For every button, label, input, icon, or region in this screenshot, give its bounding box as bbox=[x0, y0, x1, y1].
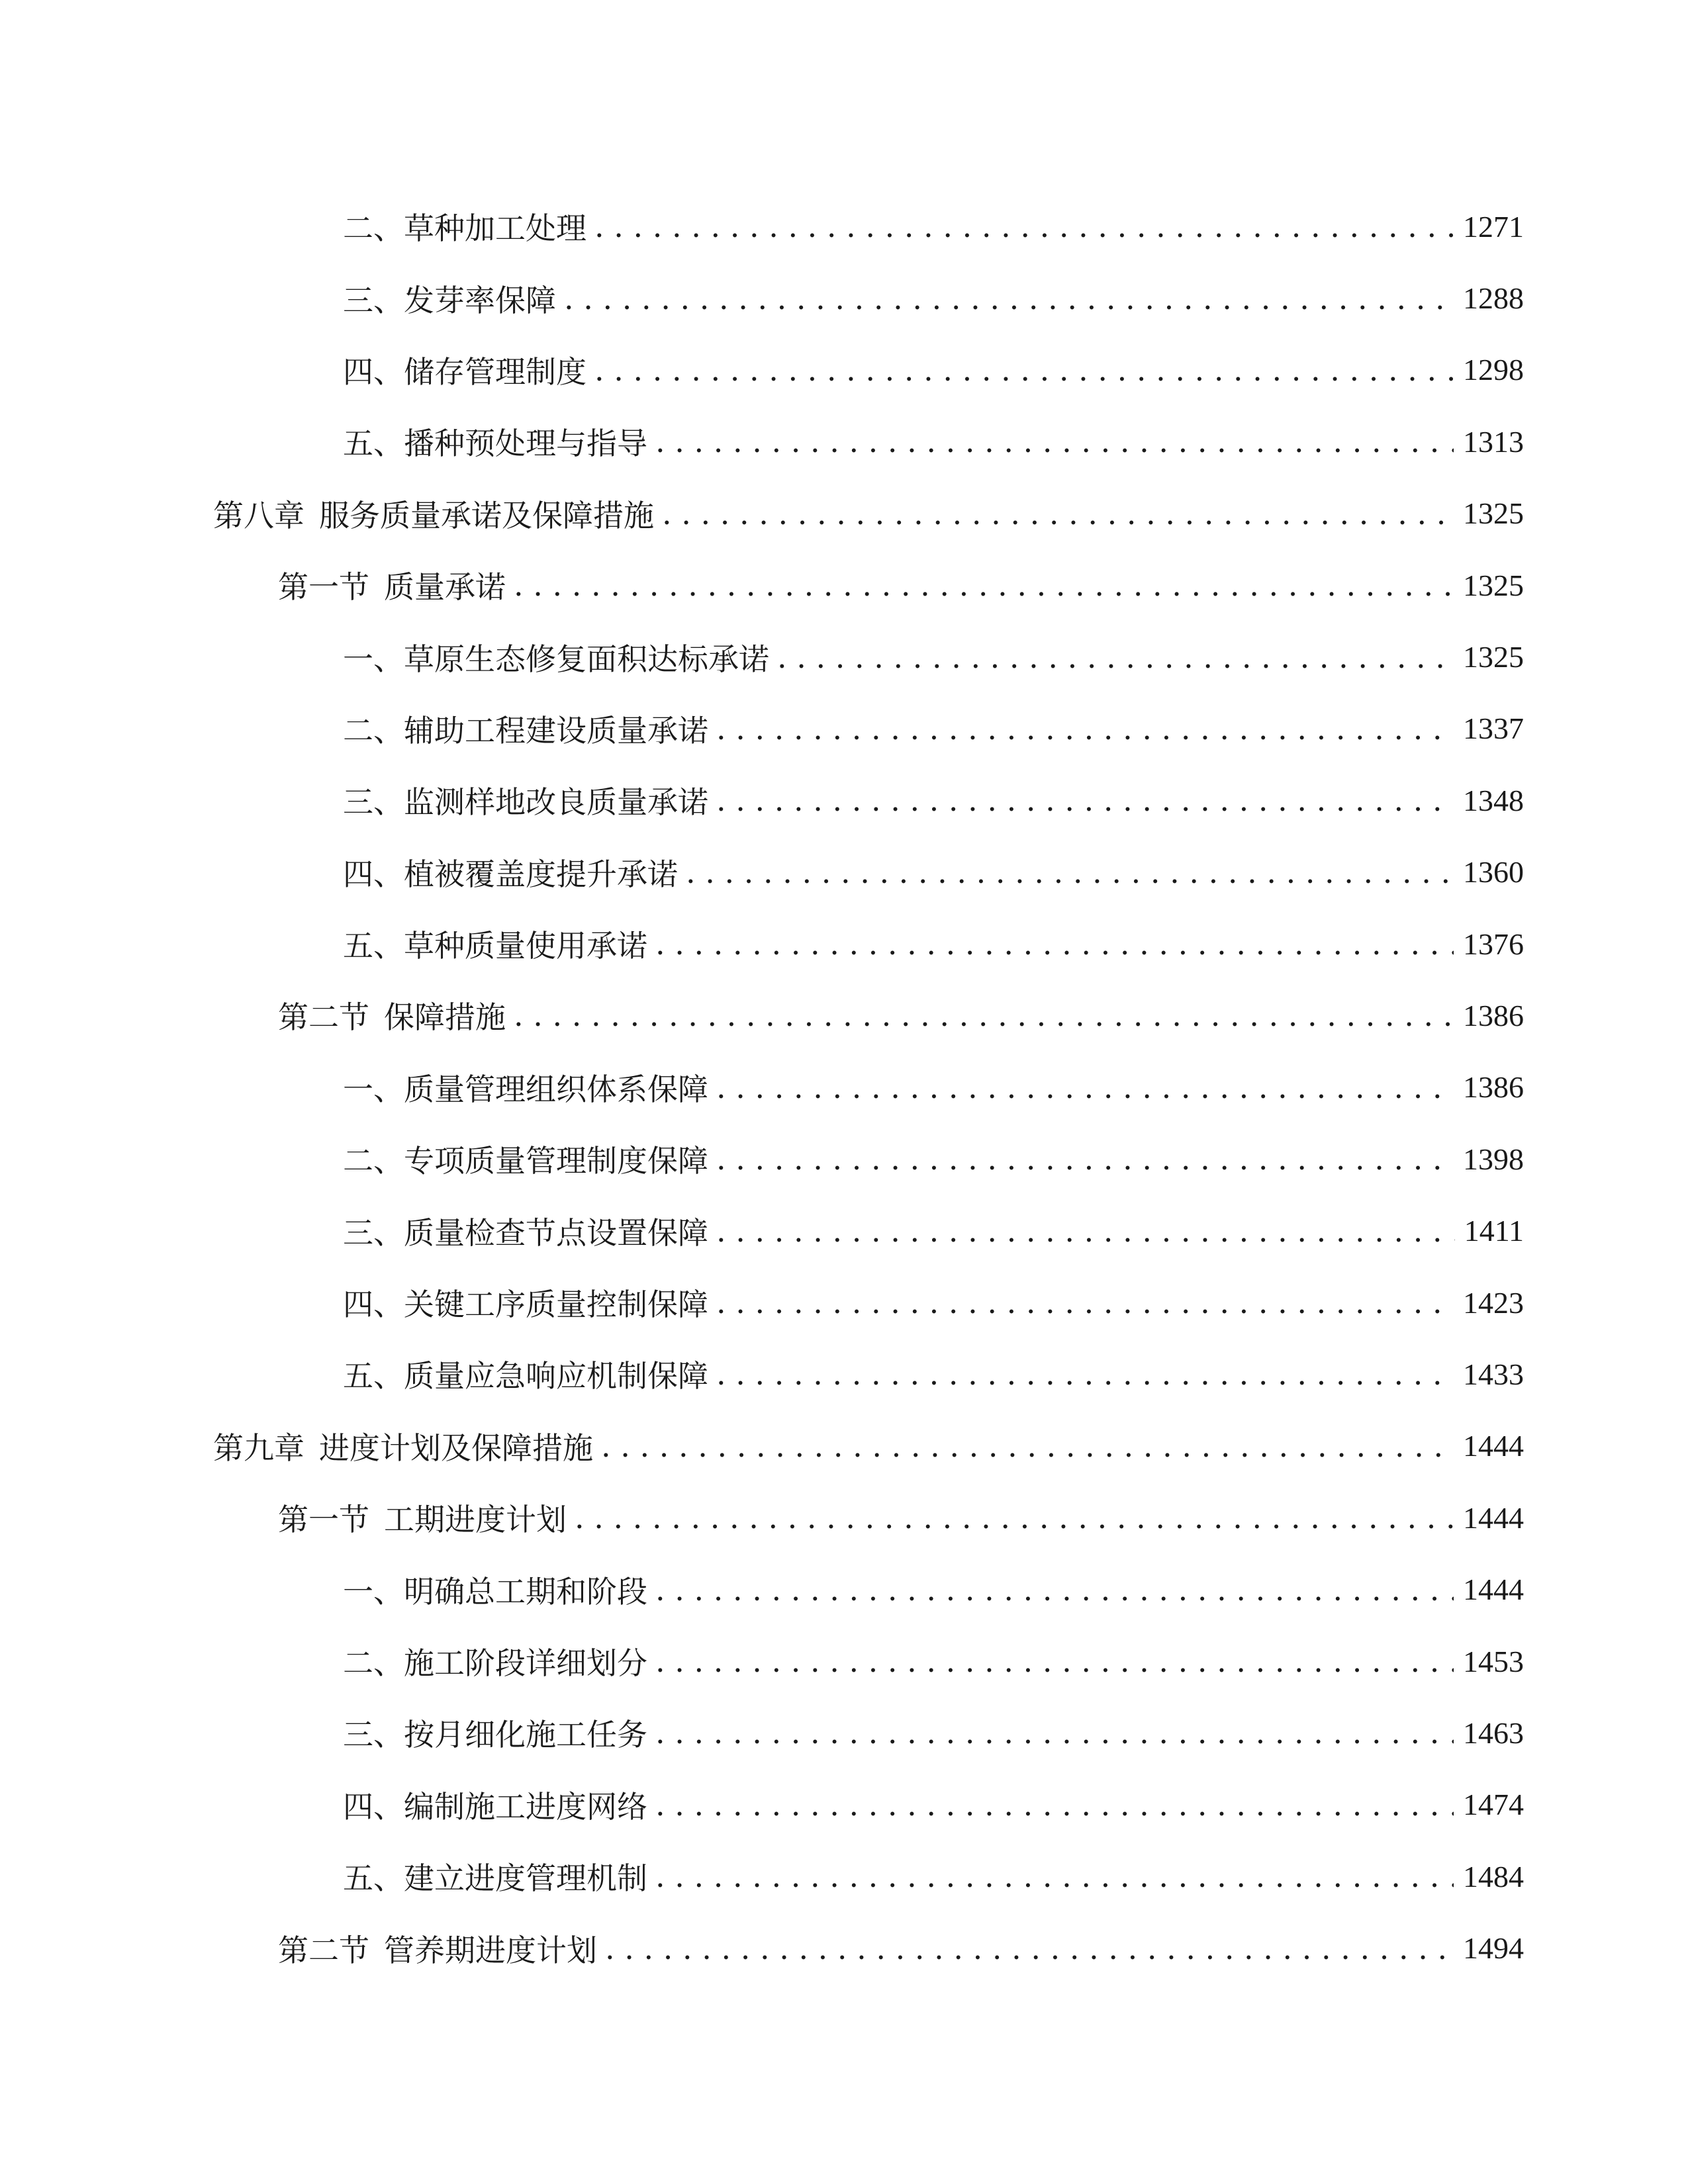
toc-entry-title: 播种预处理与指导 bbox=[404, 426, 647, 462]
toc-entry-page-number: 1463 bbox=[1463, 1715, 1524, 1750]
toc-entry-page-number: 1325 bbox=[1463, 496, 1524, 531]
toc-entry[interactable] bbox=[0, 262, 1688, 334]
toc-entry-page-number: 1444 bbox=[1463, 1429, 1524, 1463]
toc-entry[interactable] bbox=[0, 1267, 1688, 1338]
toc-entry-title: 质量管理组织体系保障 bbox=[404, 1071, 708, 1107]
toc-entry-number: 二、 bbox=[343, 210, 404, 247]
toc-entry[interactable] bbox=[0, 693, 1688, 764]
toc-entry[interactable] bbox=[0, 191, 1688, 262]
toc-entry-title: 编制施工进度网络 bbox=[404, 1788, 647, 1825]
toc-entry-title: 草原生态修复面积达标承诺 bbox=[404, 641, 769, 677]
toc-entry-title: 质量检查节点设置保障 bbox=[404, 1214, 708, 1251]
toc-entry-number: 四、 bbox=[343, 856, 404, 892]
toc-entry-number: 四、 bbox=[343, 1788, 404, 1825]
toc-entry[interactable] bbox=[0, 1912, 1688, 1983]
dot-leader bbox=[716, 782, 1454, 818]
toc-entry-page-number: 1433 bbox=[1463, 1357, 1524, 1391]
toc-entry-title: 施工阶段详细划分 bbox=[404, 1645, 647, 1681]
toc-entry-title: 明确总工期和阶段 bbox=[404, 1573, 647, 1610]
toc-entry-title: 质量应急响应机制保障 bbox=[404, 1358, 708, 1394]
toc-entry-title: 草种质量使用承诺 bbox=[404, 928, 647, 964]
toc-entry[interactable] bbox=[0, 837, 1688, 908]
toc-entry-title: 专项质量管理制度保障 bbox=[404, 1143, 708, 1179]
toc-entry-page-number: 1444 bbox=[1463, 1500, 1524, 1535]
dot-leader bbox=[716, 1356, 1454, 1392]
toc-entry-title: 植被覆盖度提升承诺 bbox=[404, 856, 678, 892]
toc-entry-number: 四、 bbox=[343, 1287, 404, 1323]
toc-entry-number: 一、 bbox=[343, 1071, 404, 1107]
toc-entry-title: 草种加工处理 bbox=[404, 210, 586, 247]
toc-entry-number: 第二节 bbox=[278, 1932, 369, 1968]
toc-entry-page-number: 1474 bbox=[1463, 1788, 1524, 1822]
toc-entry-page-number: 1386 bbox=[1463, 998, 1524, 1032]
toc-entry[interactable] bbox=[0, 1625, 1688, 1697]
toc-entry-page-number: 1444 bbox=[1463, 1572, 1524, 1607]
toc-entry-page-number: 1411 bbox=[1464, 1214, 1524, 1248]
toc-entry-title: 保障措施 bbox=[384, 999, 506, 1036]
toc-entry-title: 按月细化施工任务 bbox=[404, 1717, 647, 1753]
toc-entry-number: 三、 bbox=[343, 784, 404, 821]
dot-leader bbox=[655, 1858, 1454, 1894]
dot-leader bbox=[575, 1500, 1454, 1535]
toc-entry-number: 四、 bbox=[343, 353, 404, 390]
toc-entry-title: 储存管理制度 bbox=[404, 353, 586, 390]
toc-entry-number: 五、 bbox=[343, 1358, 404, 1394]
toc-entry-title: 辅助工程建设质量承诺 bbox=[404, 712, 708, 749]
dot-leader bbox=[564, 281, 1454, 316]
toc-entry-number: 一、 bbox=[343, 641, 404, 677]
dot-leader bbox=[716, 1285, 1454, 1320]
toc-entry[interactable] bbox=[0, 908, 1688, 979]
toc-entry-number: 五、 bbox=[343, 426, 404, 462]
toc-entry-number: 一、 bbox=[343, 1573, 404, 1610]
toc-entry[interactable] bbox=[0, 549, 1688, 621]
toc-entry-title: 进度计划及保障措施 bbox=[319, 1430, 593, 1466]
toc-entry-title: 管养期进度计划 bbox=[384, 1932, 597, 1968]
toc-entry-page-number: 1423 bbox=[1463, 1285, 1524, 1320]
table-of-contents bbox=[0, 191, 1688, 1984]
toc-entry[interactable] bbox=[0, 979, 1688, 1051]
toc-entry-title: 监测样地改良质量承诺 bbox=[404, 784, 708, 821]
toc-entry-number: 五、 bbox=[343, 1860, 404, 1897]
dot-leader bbox=[655, 1643, 1454, 1679]
toc-entry-title: 质量承诺 bbox=[384, 569, 506, 606]
toc-entry-title: 建立进度管理机制 bbox=[404, 1860, 647, 1897]
dot-leader bbox=[716, 1213, 1455, 1249]
toc-entry[interactable] bbox=[0, 1769, 1688, 1841]
dot-leader bbox=[605, 1931, 1454, 1966]
dot-leader bbox=[594, 208, 1454, 244]
toc-entry-number: 第一节 bbox=[278, 1502, 369, 1538]
toc-entry[interactable] bbox=[0, 621, 1688, 692]
toc-entry-number: 第八章 bbox=[213, 497, 305, 533]
toc-entry-number: 第一节 bbox=[278, 569, 369, 606]
toc-entry[interactable] bbox=[0, 1482, 1688, 1553]
toc-entry[interactable] bbox=[0, 334, 1688, 406]
dot-leader bbox=[662, 496, 1454, 531]
dot-leader bbox=[655, 1715, 1454, 1751]
toc-entry[interactable] bbox=[0, 406, 1688, 477]
toc-entry[interactable] bbox=[0, 1195, 1688, 1266]
dot-leader bbox=[716, 1141, 1454, 1177]
toc-entry[interactable] bbox=[0, 1338, 1688, 1410]
dot-leader bbox=[686, 854, 1454, 890]
toc-entry-page-number: 1337 bbox=[1463, 711, 1524, 746]
dot-leader bbox=[655, 926, 1454, 962]
toc-entry-number: 第九章 bbox=[213, 1430, 305, 1466]
toc-entry[interactable] bbox=[0, 478, 1688, 549]
toc-entry[interactable] bbox=[0, 1553, 1688, 1625]
toc-entry-page-number: 1398 bbox=[1463, 1142, 1524, 1176]
toc-entry-title: 关键工序质量控制保障 bbox=[404, 1287, 708, 1323]
toc-entry-number: 五、 bbox=[343, 928, 404, 964]
dot-leader bbox=[655, 1572, 1454, 1608]
toc-entry-page-number: 1288 bbox=[1463, 281, 1524, 316]
toc-entry-page-number: 1484 bbox=[1463, 1859, 1524, 1893]
toc-entry-number: 三、 bbox=[343, 282, 404, 318]
toc-entry[interactable] bbox=[0, 1841, 1688, 1912]
dot-leader bbox=[716, 711, 1454, 747]
toc-entry-title: 服务质量承诺及保障措施 bbox=[319, 497, 654, 533]
toc-entry-page-number: 1298 bbox=[1463, 353, 1524, 387]
toc-entry-title: 工期进度计划 bbox=[384, 1502, 567, 1538]
toc-entry-page-number: 1325 bbox=[1463, 640, 1524, 674]
toc-entry-number: 三、 bbox=[343, 1214, 404, 1251]
dot-leader bbox=[514, 567, 1454, 603]
dot-leader bbox=[777, 639, 1454, 675]
toc-entry-page-number: 1313 bbox=[1463, 424, 1524, 459]
dot-leader bbox=[514, 997, 1454, 1033]
toc-entry-number: 二、 bbox=[343, 1143, 404, 1179]
toc-entry-page-number: 1348 bbox=[1463, 783, 1524, 817]
toc-entry-page-number: 1386 bbox=[1463, 1070, 1524, 1105]
toc-entry-page-number: 1360 bbox=[1463, 855, 1524, 889]
toc-entry-number: 二、 bbox=[343, 712, 404, 749]
toc-entry[interactable] bbox=[0, 1410, 1688, 1482]
toc-entry[interactable] bbox=[0, 1123, 1688, 1195]
dot-leader bbox=[655, 1787, 1454, 1823]
toc-entry-number: 第二节 bbox=[278, 999, 369, 1036]
toc-entry-page-number: 1376 bbox=[1463, 927, 1524, 961]
dot-leader bbox=[716, 1069, 1454, 1105]
toc-entry-number: 二、 bbox=[343, 1645, 404, 1681]
toc-entry-page-number: 1453 bbox=[1463, 1644, 1524, 1678]
toc-entry-title: 发芽率保障 bbox=[404, 282, 556, 318]
toc-entry-page-number: 1494 bbox=[1463, 1931, 1524, 1966]
toc-entry-page-number: 1325 bbox=[1463, 568, 1524, 602]
toc-entry[interactable] bbox=[0, 1697, 1688, 1768]
dot-leader bbox=[655, 424, 1454, 459]
toc-entry[interactable] bbox=[0, 764, 1688, 836]
toc-entry[interactable] bbox=[0, 1052, 1688, 1123]
dot-leader bbox=[594, 352, 1454, 388]
dot-leader bbox=[601, 1428, 1454, 1464]
toc-entry-page-number: 1271 bbox=[1463, 209, 1524, 244]
toc-entry-number: 三、 bbox=[343, 1717, 404, 1753]
